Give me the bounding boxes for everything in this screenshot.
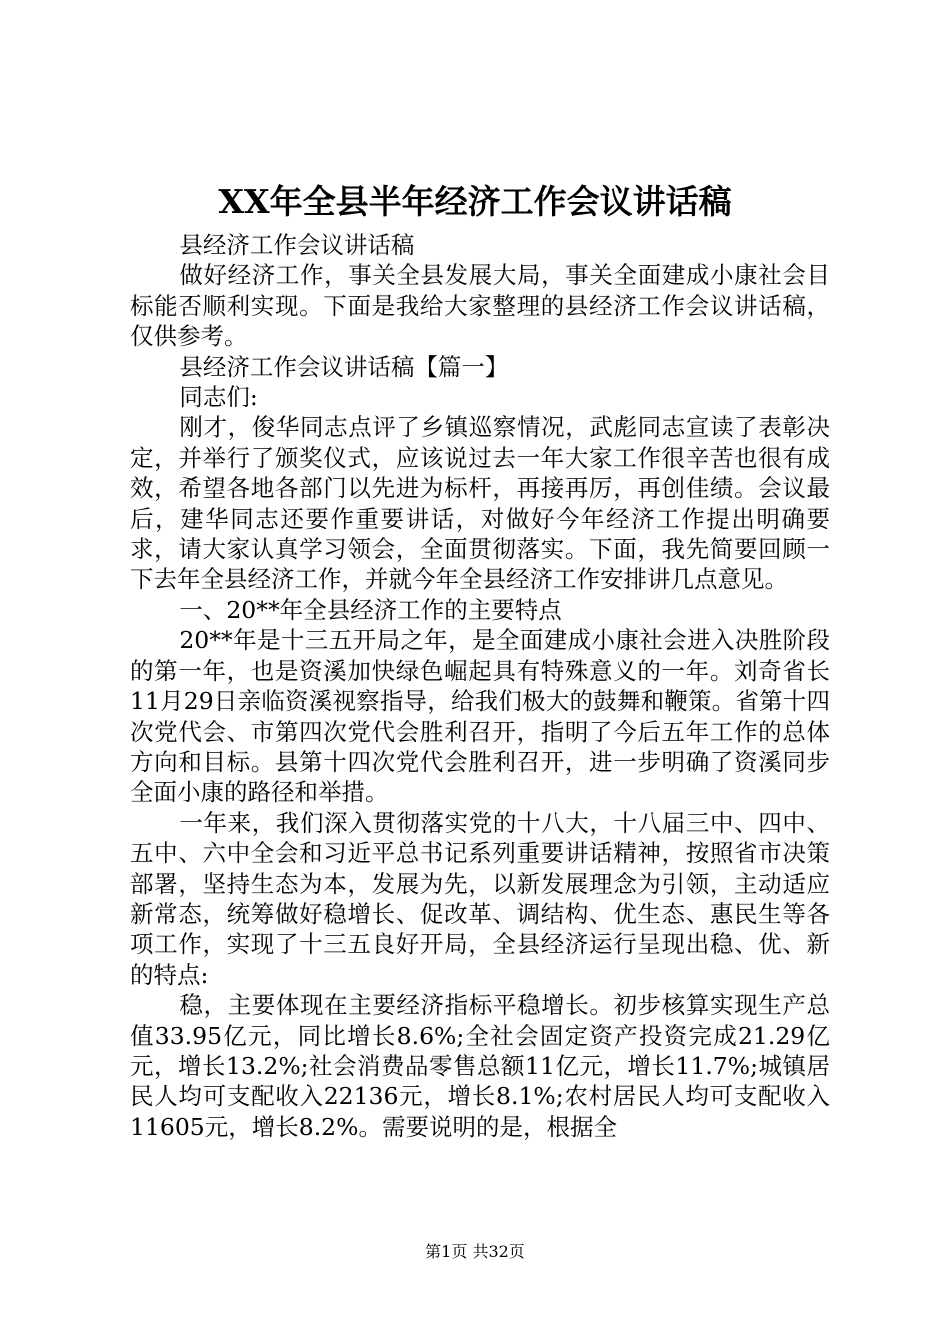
page-footer: 第1页 共32页 xyxy=(425,1242,525,1261)
document-body xyxy=(130,230,830,1142)
document-title: XX年全县半年经济工作会议讲话稿 xyxy=(218,182,732,221)
paragraph-salutation: 同志们: xyxy=(179,383,258,412)
paragraph-intro: 做好经济工作，事关全县发展大局，事关全面建成小康社会目标能否顺利实现。下面是我给大家整理的县经济工作会议讲话稿，仅供参考。 xyxy=(130,261,830,351)
paragraph-opening: 刚才，俊华同志点评了乡镇巡察情况，武彪同志宣读了表彰决定，并举行了颁奖仪式，应该说过去一年大家工作很辛苦也很有成效，希望各地各部门以先进为标杆，再接再厉，再创佳绩。会议最后，建华同志还要作重要讲话，对做好今年经济工作提出明确要求，请大家认真学习领会，全面贯彻落实。下面，我先简要回顾一下去年全县经济工作，并就今年全县经济工作安排讲几点意见。 xyxy=(130,413,830,594)
paragraph-section-heading: 县经济工作会议讲话稿【篇一】 xyxy=(179,352,509,381)
paragraph-part-one-heading: 一、20**年全县经济工作的主要特点 xyxy=(179,595,562,624)
paragraph-year-review: 一年来，我们深入贯彻落实党的十八大，十八届三中、四中、五中、六中全会和习近平总书记系列重要讲话精神，按照省市决策部署，坚持生态为本，发展为先，以新发展理念为引领，主动适应新常态，统筹做好稳增长、促改革、调结构、优生态、惠民生等各项工作，实现了十三五良好开局，全县经济运行呈现出稳、优、新的特点: xyxy=(130,808,830,989)
paragraph-year-overview: 20**年是十三五开局之年，是全面建成小康社会进入决胜阶段的第一年，也是资溪加快绿色崛起具有特殊意义的一年。刘奇省长11月29日亲临资溪视察指导，给我们极大的鼓舞和鞭策。省第十四次党代会、市第四次党代会胜利召开，指明了今后五年工作的总体方向和目标。县第十四次党代会胜利召开，进一步明确了资溪同步全面小康的路径和举措。 xyxy=(130,626,830,807)
paragraph-stability: 稳，主要体现在主要经济指标平稳增长。初步核算实现生产总值33.95亿元，同比增长8.6%;全社会固定资产投资完成21.29亿元，增长13.2%;社会消费品零售总额11亿元，增长11.7%;城镇居民人均可支配收入22136元，增长8.1%;农村居民人均可支配收入11605元，增长8.2%。需要说明的是，根据全 xyxy=(130,991,830,1141)
paragraph-subtitle: 县经济工作会议讲话稿 xyxy=(179,231,415,259)
